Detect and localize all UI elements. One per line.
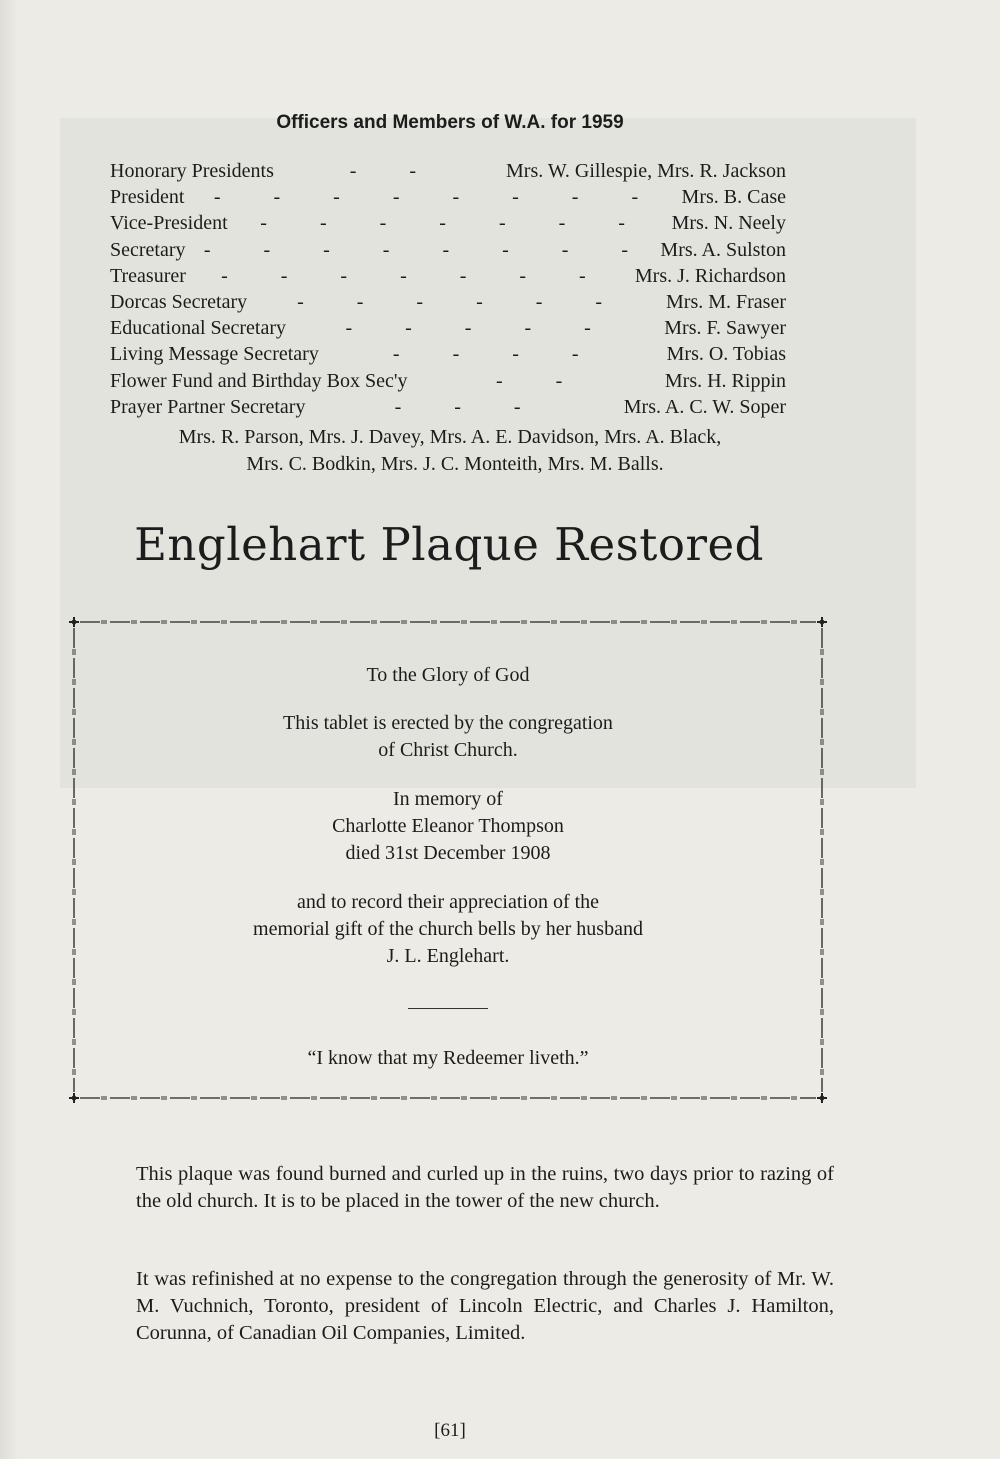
plaque-frame	[66, 614, 830, 1106]
officer-name: Mrs. J. Richardson	[634, 264, 786, 287]
plaque-line: In memory of	[393, 788, 503, 810]
officer-role: Vice-President	[110, 212, 228, 235]
paragraph-text: This plaque was found burned and curled up in the ruins, two days prior to razing of the old church. It is to be placed in the tower of the new church.	[136, 1163, 834, 1213]
officer-name: Mrs. A. C. W. Soper	[623, 395, 786, 418]
plaque-line: memorial gift of the church bells by her husband	[253, 918, 643, 940]
officer-row	[110, 239, 786, 265]
leader-dashes: - - - - - - -	[260, 212, 649, 235]
officer-role: Living Message Secretary	[110, 343, 319, 366]
plaque-line: This tablet is erected by the congregation	[283, 712, 613, 734]
page-number: [61]	[434, 1420, 466, 1441]
leader-dashes: - -	[349, 160, 441, 182]
corner-ornament	[72, 1096, 77, 1101]
plaque-text	[66, 662, 830, 1072]
members-line: Mrs. R. Parson, Mrs. J. Davey, Mrs. A. E. Davidson, Mrs. A. Black,	[178, 426, 722, 448]
leader-dashes: - - - - - - - -	[203, 238, 653, 261]
officer-name: Mrs. M. Fraser	[666, 290, 786, 313]
officer-name: Mrs. N. Neely	[671, 212, 786, 235]
plaque-line: and to record their appreciation of the	[296, 891, 600, 913]
officer-role: Treasurer	[110, 264, 186, 287]
officer-name: Mrs. F. Sawyer	[664, 317, 786, 340]
leader-dashes: - - -	[394, 395, 545, 418]
plaque-line: died 31st December 1908	[345, 842, 551, 864]
officer-name: Mrs. H. Rippin	[664, 369, 786, 392]
plaque-line: Charlotte Eleanor Thompson	[332, 815, 564, 837]
officer-row	[110, 212, 786, 238]
officer-role: Educational Secretary	[110, 317, 287, 340]
plaque-quote: “I know that my Redeemer liveth.”	[307, 1047, 589, 1069]
officer-name: Mrs. B. Case	[681, 186, 786, 209]
officer-role: Secretary	[110, 238, 186, 261]
plaque-line: of Christ Church.	[378, 739, 518, 761]
officer-row	[110, 186, 786, 212]
leader-dashes: - - - - - -	[297, 290, 627, 313]
officer-role: Prayer Partner Secretary	[110, 395, 306, 418]
officer-name: Mrs. O. Tobias	[666, 343, 786, 366]
leader-dashes: - - - - - - -	[221, 264, 610, 287]
leader-dashes: - - - - - - - -	[213, 186, 663, 209]
members-line: Mrs. C. Bodkin, Mrs. J. C. Monteith, Mrs. M. Balls.	[246, 452, 664, 475]
paragraph-text: It was refinished at no expense to the congregation through the generosity of Mr. W. M. Vuchnich, Toronto, president of Lincoln Electric, and Charles J. Hamilton, Corunna, of Canadian Oil Companies, Limited.	[136, 1268, 834, 1345]
article-title: Englehart Plaque Restored	[134, 518, 764, 571]
officer-row	[110, 160, 786, 186]
officer-role: Dorcas Secretary	[110, 290, 248, 313]
officer-row	[110, 396, 786, 422]
corner-ornament	[72, 620, 77, 625]
officers-heading: Officers and Members of W.A. for 1959	[276, 112, 624, 133]
officer-role: Flower Fund and Birthday Box Sec'y	[110, 369, 408, 392]
officers-list	[110, 160, 786, 422]
corner-ornament	[820, 620, 825, 625]
leader-dashes: - - - -	[392, 343, 603, 366]
officer-row	[110, 317, 786, 343]
plaque-line: To the Glory of God	[366, 664, 530, 686]
officer-role: President	[110, 186, 185, 209]
officer-name: Mrs. A. Sulston	[660, 238, 786, 261]
paragraph	[66, 1161, 834, 1215]
officer-row	[110, 291, 786, 317]
leader-dashes: - -	[496, 369, 587, 392]
officer-row	[110, 265, 786, 291]
officer-row	[110, 343, 786, 369]
corner-ornament	[820, 1096, 825, 1101]
officer-row	[110, 370, 786, 396]
members-list	[0, 424, 900, 477]
leader-dashes: - - - - -	[345, 317, 615, 340]
officer-name: Mrs. W. Gillespie, Mrs. R. Jackson	[506, 160, 786, 182]
officer-role: Honorary Presidents	[110, 160, 274, 182]
paragraph	[66, 1266, 834, 1348]
plaque-line: J. L. Englehart.	[386, 945, 510, 967]
